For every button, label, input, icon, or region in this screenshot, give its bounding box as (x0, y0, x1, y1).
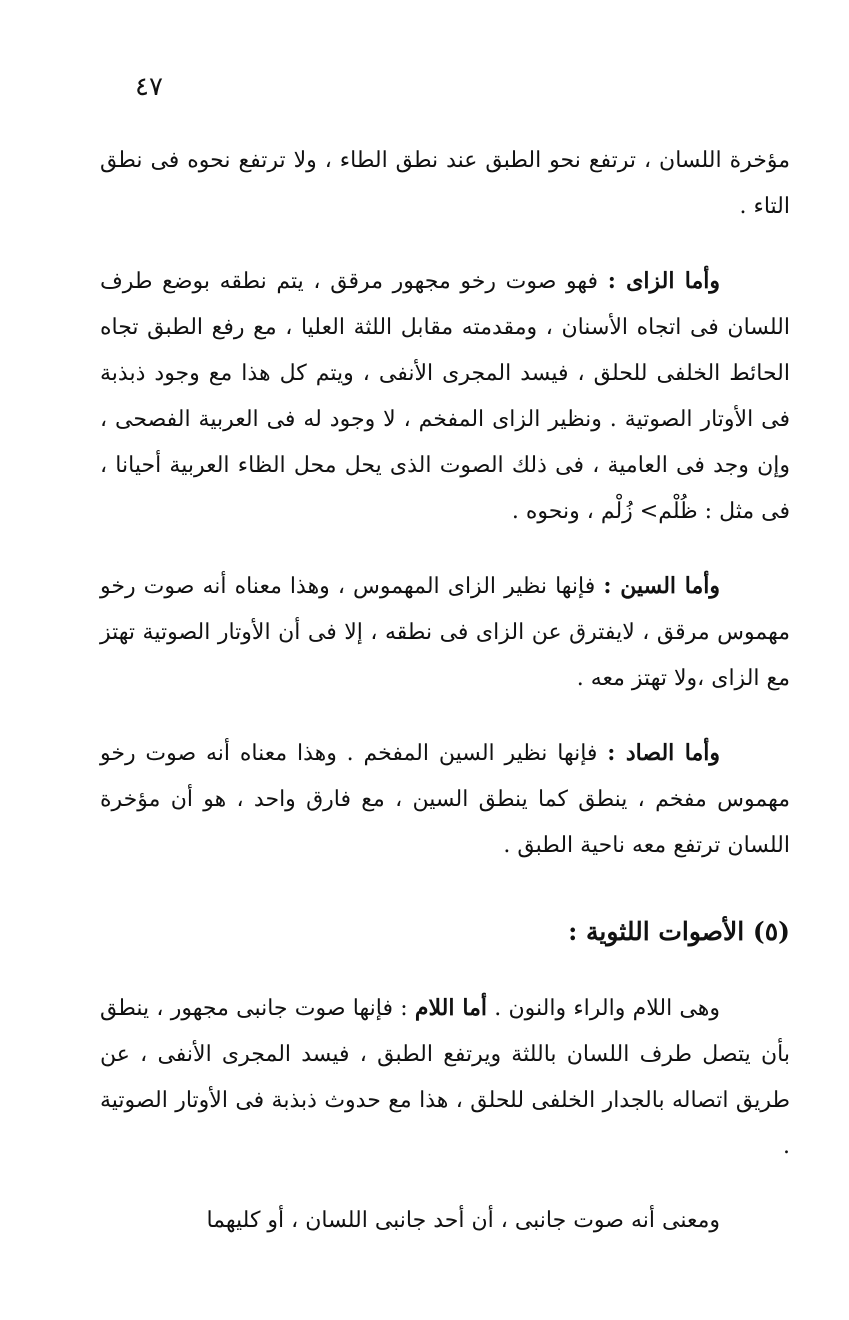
paragraph-saad-text: فإنها نظير السين المفخم . وهذا معناه أنه صوت رخو مهموس مفخم ، ينطق كما ينطق السين ، مع فارق واحد ، هو أن مؤخرة اللسان ترتفع معه ناحية الطبق . (100, 741, 790, 858)
paragraph-lam-text: : فإنها صوت جانبى مجهور ، ينطق بأن يتصل طرف اللسان باللثة ويرتفع الطبق ، فيسد المجرى الأنفى ، عن طريق اتصاله بالجدار الخلفى للحلق ، هذا مع حدوث ذبذبة فى الأوتار الصوتية . (100, 996, 790, 1159)
paragraph-zay-text: فهو صوت رخو مجهور مرقق ، يتم نطقه بوضع طرف اللسان فى اتجاه الأسنان ، ومقدمته مقابل اللثة العليا ، مع رفع الطبق تجاه الحائط الخلفى للحلق ، فيسد المجرى الأنفى ، ويتم كل هذا مع وجود ذبذبة فى الأوتار الصوتية . ونظير الزاى المفخم ، لا وجود له فى العربية الفصحى ، وإن وجد فى العامية ، فى ذلك الصوت الذى يحل محل الظاء العربية أحيانا ، فى مثل : ظُلْم> زُلْم ، ونحوه . (100, 269, 790, 524)
paragraph-seen-text: فإنها نظير الزاى المهموس ، وهذا معناه أنه صوت رخو مهموس مرقق ، لايفترق عن الزاى فى نطقه ، إلا فى أن الأوتار الصوتية تهتز مع الزاى ،ولا تهتز معه . (100, 574, 790, 691)
term-seen: وأما السين : (603, 573, 721, 599)
paragraph-lam (100, 985, 790, 1170)
paragraph-seen (100, 563, 790, 702)
paragraph-saad (100, 730, 790, 869)
paragraph-final: ومعنى أنه صوت جانبى ، أن أحد جانبى اللسان ، أو كليهما (206, 1208, 720, 1233)
paragraph-zay (100, 258, 790, 535)
term-zay: وأما الزاى : (607, 268, 721, 294)
section-heading: (٥) الأصوات اللثوية : (568, 917, 790, 946)
page-content (100, 138, 790, 1272)
page-number: ٤٧ (135, 72, 163, 102)
paragraph-1: مؤخرة اللسان ، ترتفع نحو الطبق عند نطق الطاء ، ولا ترتفع نحوه فى نطق التاء . (100, 148, 790, 219)
book-page (100, 60, 790, 1290)
paragraph-lam-intro: وهى اللام والراء والنون . (486, 996, 720, 1021)
term-lam: أما اللام (414, 995, 487, 1021)
term-saad: وأما الصاد : (607, 740, 720, 766)
